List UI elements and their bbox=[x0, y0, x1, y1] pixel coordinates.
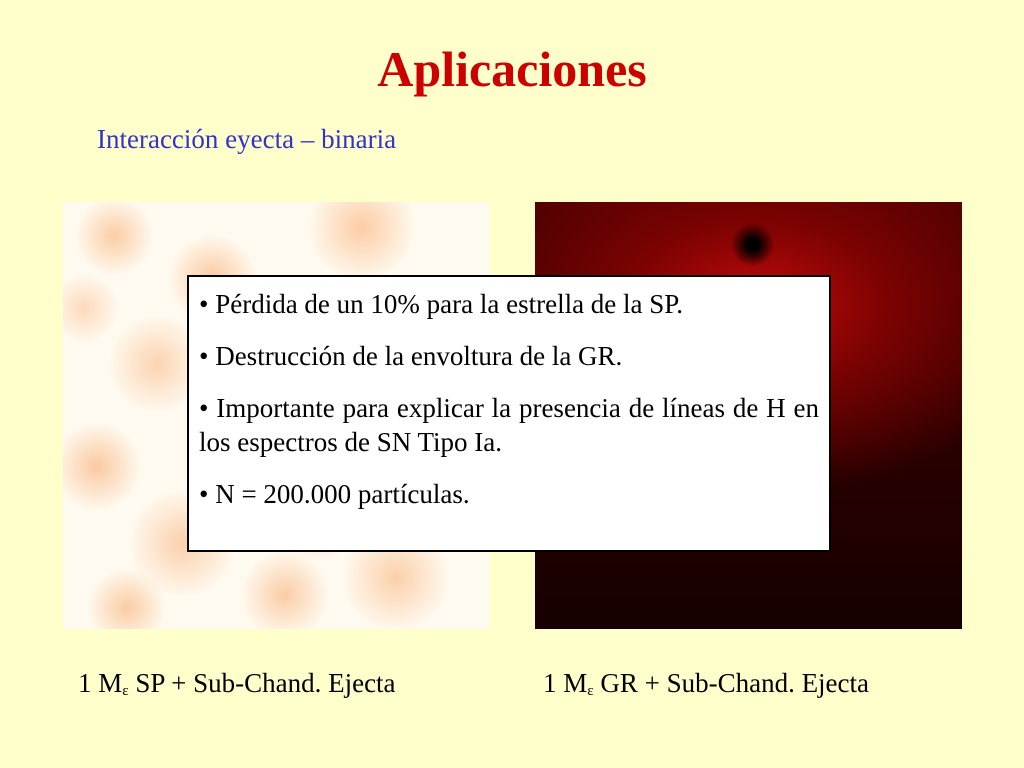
caption-right bbox=[543, 663, 869, 703]
bullet-item-3: • Importante para explicar la presencia de líneas de H en los espectros de SN Tipo Ia. bbox=[199, 393, 819, 457]
caption-right-prefix: 1 M bbox=[543, 668, 588, 698]
bullet-item-1: • Pérdida de un 10% para la estrella de la SP. bbox=[199, 289, 684, 319]
bullet-box bbox=[187, 275, 831, 552]
caption-left-subscript: ε bbox=[122, 683, 129, 699]
slide-subtitle: Interacción eyecta – binaria bbox=[97, 124, 397, 154]
caption-right-subscript: ε bbox=[587, 683, 594, 699]
caption-left-suffix: SP + Sub-Chand. Ejecta bbox=[128, 668, 396, 698]
bullet-item-4: • N = 200.000 partículas. bbox=[199, 479, 470, 509]
caption-left bbox=[78, 663, 396, 703]
caption-right-suffix: GR + Sub-Chand. Ejecta bbox=[593, 668, 870, 698]
caption-left-prefix: 1 M bbox=[78, 668, 123, 698]
slide-title: Aplicaciones bbox=[377, 41, 647, 97]
bullet-item-2: • Destrucción de la envoltura de la GR. bbox=[199, 341, 623, 371]
